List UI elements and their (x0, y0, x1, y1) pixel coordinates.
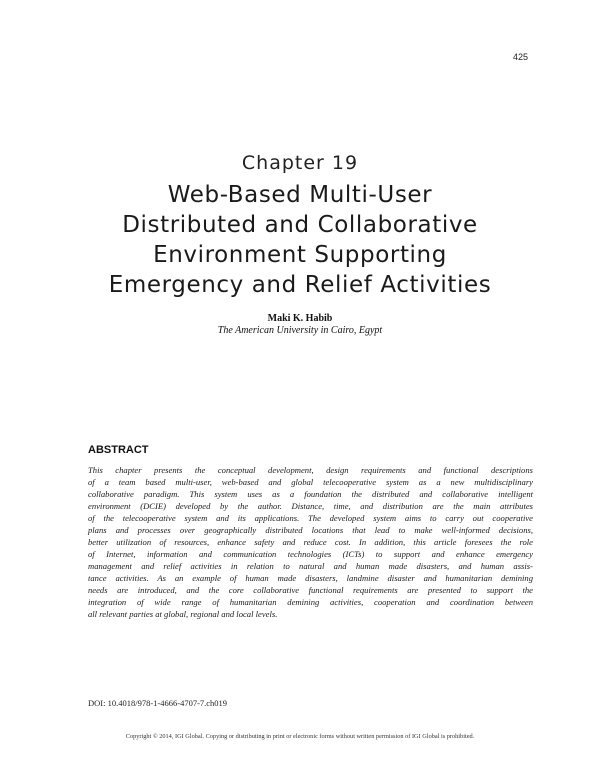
chapter-title (60, 180, 540, 300)
author-name: Maki K. Habib (267, 313, 333, 324)
abstract-line: of Internet, information and communication technologies (ICTs) to support and enhance emergency (88, 549, 533, 559)
abstract-line: all relevant parties at global, regional and local levels. (88, 609, 278, 619)
abstract-line: This chapter presents the conceptual development, design requirements and functional descriptions (88, 465, 533, 475)
abstract-line: collaborative paradigm. This system uses as a foundation the distributed and collaborative intelligent (88, 489, 533, 499)
author-affiliation: The American University in Cairo, Egypt (217, 325, 383, 336)
chapter-title-line: Emergency and Relief Activities (108, 272, 492, 298)
chapter-label: Chapter 19 (241, 152, 359, 174)
chapter-title-line: Distributed and Collaborative (122, 212, 478, 238)
abstract-line: management and relief activities in relation to natural and human made disasters, and human assis- (88, 561, 533, 571)
abstract-line: integration of wide range of humanitarian demining activities, cooperation and coordination between (88, 597, 533, 607)
abstract-body (88, 464, 533, 620)
copyright-notice: Copyright © 2014, IGI Global. Copying or distributing in print or electronic forms without written permission of IGI Global is prohibited. (125, 733, 475, 740)
abstract-line: environment (DCIE) developed by the author. Distance, time, and distribution are the main attributes (88, 501, 533, 511)
abstract-line: plans and processes over geographically distributed locations that lead to make well-informed decisions, (88, 525, 533, 535)
doi-link[interactable]: DOI: 10.4018/978-1-4666-4707-7.ch019 (88, 698, 228, 708)
abstract-line: tance activities. As an example of human made disasters, landmine disaster and humanitarian demining (88, 573, 533, 583)
abstract-line: of the telecooperative system and its applications. The developed system aims to carry out cooperative (88, 513, 533, 523)
page-number: 425 (512, 52, 528, 62)
chapter-title-line: Web-Based Multi-User (167, 182, 433, 208)
abstract-heading: ABSTRACT (88, 444, 149, 456)
abstract-line: needs are introduced, and the core collaborative functional requirements are presented to support the (88, 585, 533, 595)
abstract-line: better utilization of resources, enhance safety and reduce cost. In addition, this article foresees the role (88, 537, 533, 547)
chapter-title-line: Environment Supporting (153, 242, 447, 268)
abstract-line: of a team based multi-user, web-based and global telecooperative system as a new multidisciplinary (88, 477, 533, 487)
